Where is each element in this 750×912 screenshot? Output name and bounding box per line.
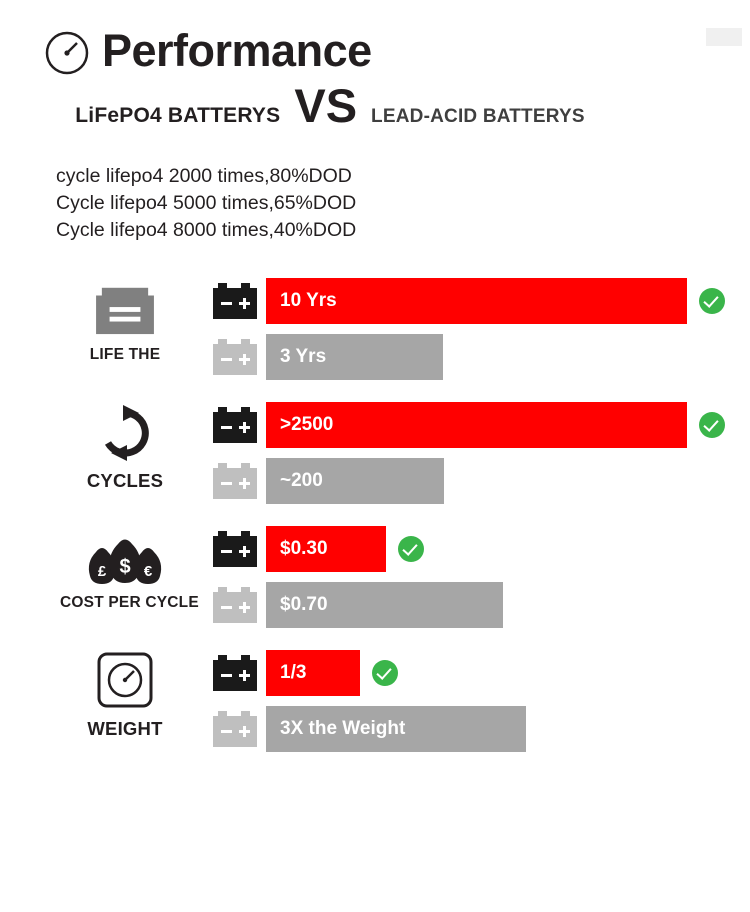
bar-lead-acid <box>266 458 444 504</box>
check-icon <box>699 412 725 438</box>
bar-value-lead-acid: $0.70 <box>280 594 328 615</box>
comparison-row-life <box>0 278 750 402</box>
bar-line-lifepo4 <box>212 650 750 696</box>
note-line: Cycle lifepo4 8000 times,40%DOD <box>56 219 357 241</box>
battery-icon-light <box>212 461 258 501</box>
svg-text:$: $ <box>119 556 131 578</box>
battery-icon-dark <box>212 529 258 569</box>
check-icon <box>372 660 398 686</box>
svg-text:€: € <box>143 563 153 580</box>
bar-value-lifepo4: 1/3 <box>280 662 307 683</box>
bar-line-lead-acid <box>212 706 750 752</box>
row-label: WEIGHT <box>87 718 163 739</box>
row-icon-group <box>60 526 199 612</box>
bar-line-lead-acid <box>212 582 750 628</box>
gauge-icon <box>44 30 90 76</box>
weight-scale-icon <box>60 650 190 712</box>
note-line: Cycle lifepo4 5000 times,65%DOD <box>56 192 357 214</box>
row-icon-group <box>60 278 190 364</box>
cycle-arrows-icon <box>60 402 190 464</box>
bar-line-lead-acid <box>212 334 750 380</box>
money-bags-icon <box>60 526 190 588</box>
battery-block-icon <box>60 278 190 340</box>
bar-value-lifepo4: $0.30 <box>280 538 328 559</box>
row-bars <box>212 278 750 390</box>
comparison-row-weight <box>0 650 750 774</box>
bar-line-lifepo4 <box>212 526 750 572</box>
battery-icon-dark <box>212 405 258 445</box>
bar-value-lead-acid: ~200 <box>280 470 323 491</box>
check-icon <box>398 536 424 562</box>
row-bars <box>212 650 750 762</box>
bar-line-lead-acid <box>212 458 750 504</box>
lifepo4-label: LiFePO4 BATTERYS <box>75 104 281 127</box>
page-title: Performance <box>102 24 372 76</box>
bar-line-lifepo4 <box>212 278 750 324</box>
bar-line-lifepo4 <box>212 402 750 448</box>
row-icon-group <box>60 650 190 740</box>
comparison-rows <box>0 278 750 774</box>
bar-value-lifepo4: 10 Yrs <box>280 290 337 311</box>
row-label: LIFE THE <box>89 346 161 363</box>
svg-text:£: £ <box>97 563 107 580</box>
bar-value-lead-acid: 3 Yrs <box>280 346 327 367</box>
row-bars <box>212 402 750 514</box>
battery-icon-light <box>212 337 258 377</box>
page-header <box>0 0 750 132</box>
battery-icon-light <box>212 585 258 625</box>
bar-lifepo4 <box>266 650 360 696</box>
lead-acid-label: LEAD-ACID BATTERYS <box>371 106 585 127</box>
check-icon <box>699 288 725 314</box>
bar-lifepo4 <box>266 278 687 324</box>
comparison-row-cost <box>0 526 750 650</box>
title-row <box>0 24 750 76</box>
bar-value-lead-acid: 3X the Weight <box>280 718 406 739</box>
bar-value-lifepo4: >2500 <box>280 414 334 435</box>
bar-lifepo4 <box>266 402 687 448</box>
note-line: cycle lifepo4 2000 times,80%DOD <box>56 165 352 187</box>
row-icon-group <box>60 402 190 492</box>
vs-label: VS <box>294 79 358 132</box>
bar-lead-acid <box>266 706 526 752</box>
battery-icon-light <box>212 709 258 749</box>
bar-lead-acid <box>266 334 443 380</box>
bar-lead-acid <box>266 582 503 628</box>
row-label: CYCLES <box>86 470 164 491</box>
comparison-row-cycles <box>0 402 750 526</box>
row-bars <box>212 526 750 638</box>
battery-icon-dark <box>212 653 258 693</box>
vs-row <box>0 79 750 132</box>
row-label: COST PER CYCLE <box>60 594 199 611</box>
battery-icon-dark <box>212 281 258 321</box>
bar-lifepo4 <box>266 526 386 572</box>
cycle-notes <box>0 163 750 244</box>
